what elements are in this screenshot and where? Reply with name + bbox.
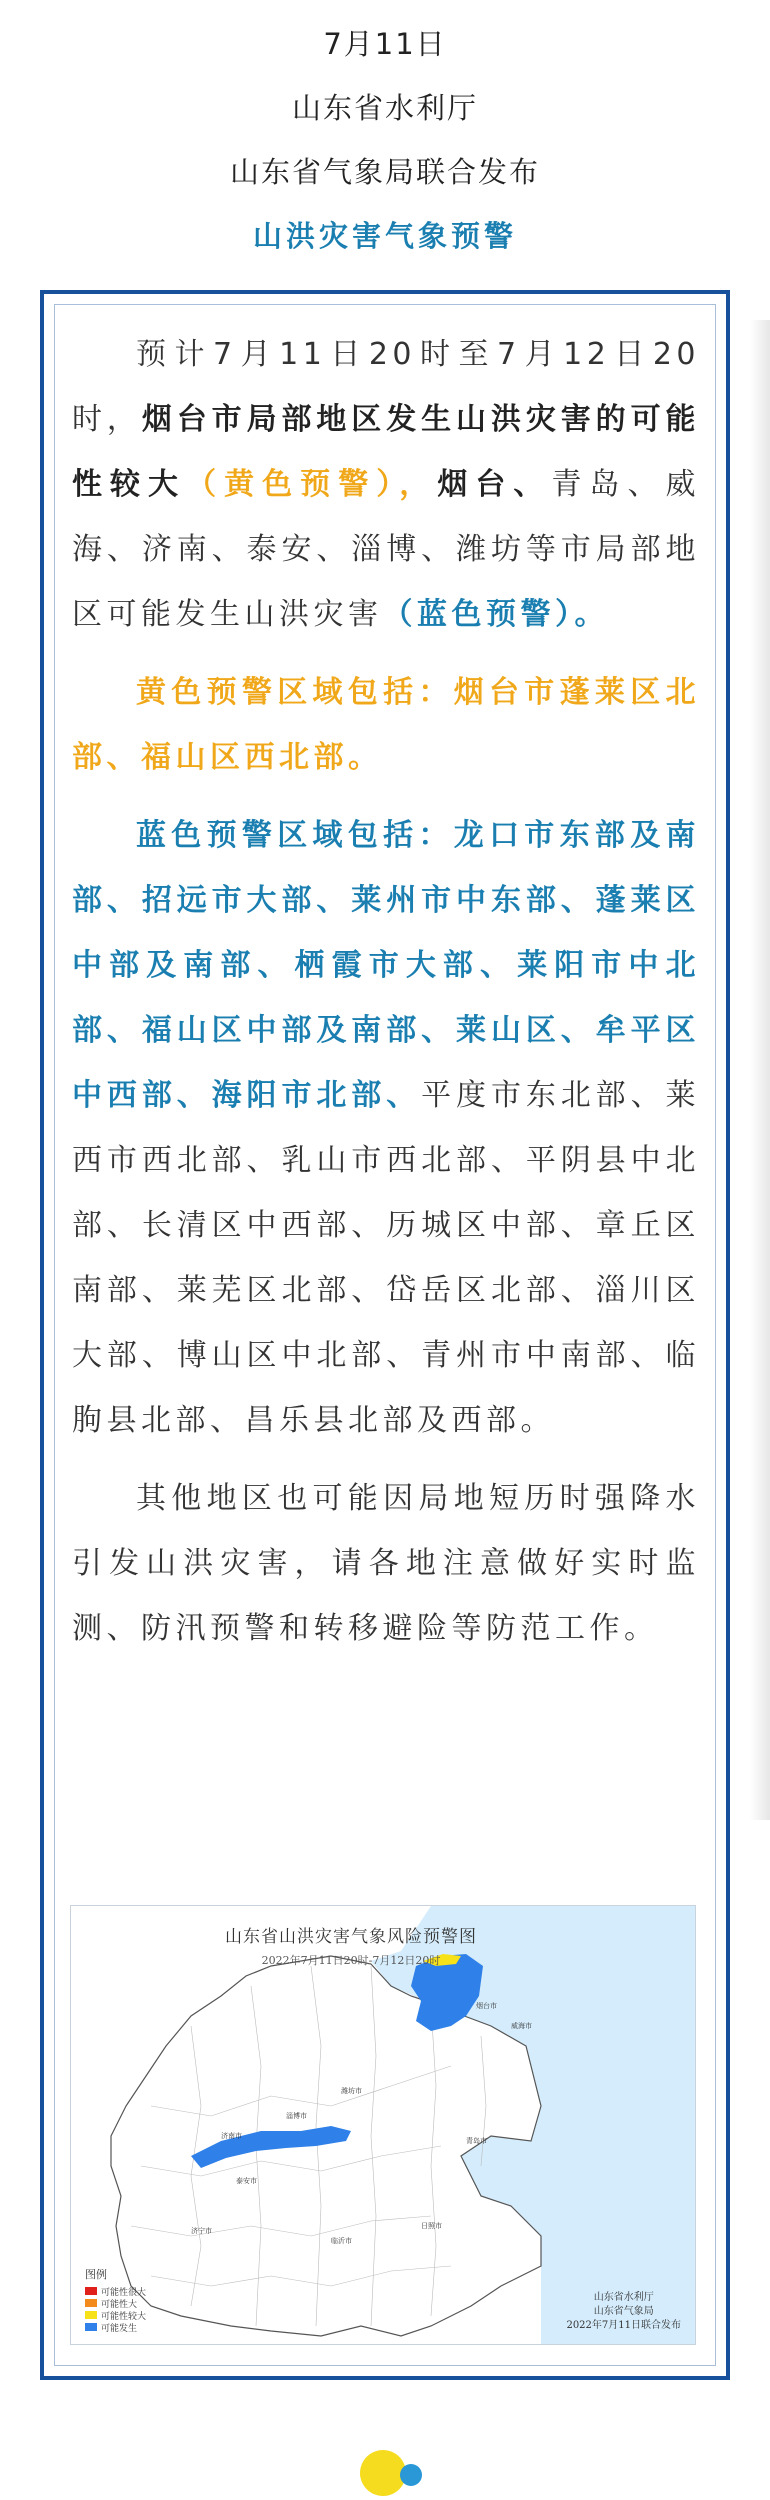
legend-row [85,2297,146,2309]
legend-swatch-blue [85,2323,97,2331]
legend-row [85,2285,146,2297]
warning-title: 山洪灾害气象预警 [252,219,517,253]
legend-label: 可能性较大 [101,2311,147,2322]
legend-label: 可能性很大 [101,2287,147,2298]
map-subtitle: 2022年7月11日20时-7月12日20时 [261,1954,441,1967]
blue-areas-plain: 平度市东北部、莱西市西北部、乳山市西北部、平阴县中北部、长清区中西部、历城区中部、章丘区南部、莱芜区北部、岱岳区北部、淄川区大部、博山区中北部、青州市中南部、临朐县北部、昌乐县北部及西部。 [72,1078,701,1438]
date: 7月11日 [323,27,447,61]
page-edge-shadow [750,320,770,1820]
map-city-label: 威海市 [511,2022,532,2030]
blue-warning-tag: （蓝色预警）。 [382,597,609,632]
map-city-label: 烟台市 [476,2002,497,2010]
map-city-label: 日照市 [421,2222,442,2230]
map-issuer-line: 山东省气象局 [593,2306,654,2317]
map-legend [85,2266,146,2333]
map-title: 山东省山洪灾害气象风险预警图 [225,1927,477,1947]
warning-body [72,322,700,1674]
issuer-water-dept: 山东省水利厅 [291,91,478,125]
decorative-dots [360,2450,440,2500]
map-city-label: 青岛市 [466,2137,487,2145]
legend-row [85,2309,146,2321]
legend-swatch-orange [85,2299,97,2307]
map-issuer [566,2291,681,2333]
forecast-yantai-city: 烟台、 [437,467,552,502]
map-city-label: 淄博市 [286,2112,307,2120]
map-graphic [71,1906,696,2345]
legend-row [85,2321,146,2333]
map-issuer-line: 2022年7月11日联合发布 [566,2320,681,2331]
legend-label: 可能发生 [101,2323,138,2334]
map-city-label: 潍坊市 [341,2087,362,2095]
issuer-joint: 山东省气象局联合发布 [229,155,540,189]
map-city-label: 济宁市 [191,2227,212,2235]
blue-areas-bold: 蓝色预警区域包括：龙口市东部及南部、招远市大部、莱州市中东部、蓬莱区中部及南部、栖霞市大部、莱阳市中北部、福山区中部及南部、莱山区、牟平区中西部、海阳市北部、 [72,818,700,1113]
map-issuer-line: 山东省水利厅 [593,2292,654,2303]
paragraph-forecast [72,322,700,647]
forecast-other-cities: 青岛、威海、济南、泰安、淄博、潍坊等市局部地区可能发生山洪灾害 [72,467,700,632]
paragraph-blue-areas [72,803,700,1453]
paragraph-yellow-areas: 黄色预警区域包括：烟台市蓬莱区北部、福山区西北部。 [72,675,700,775]
map-city-label: 济南市 [221,2132,242,2140]
yellow-warning-tag: （黄色预警）， [186,467,438,502]
forecast-yantai-bold: 烟台市局部地区发生山洪灾害的可能性较大 [72,402,701,502]
map-city-label: 临沂市 [331,2237,352,2245]
legend-label: 可能性大 [101,2299,138,2310]
legend-swatch-yellow [85,2311,97,2319]
forecast-time: 预计7月11日20时至7月12日20时， [72,337,700,437]
warning-map [70,1905,696,2345]
blue-dot [400,2464,422,2486]
map-city-label: 泰安市 [236,2177,257,2185]
legend-swatch-red [85,2287,97,2295]
legend-title: 图例 [85,2268,107,2281]
paragraph-advice: 其他地区也可能因局地短历时强降水引发山洪灾害，请各地注意做好实时监测、防汛预警和转移避险等防范工作。 [72,1481,700,1646]
